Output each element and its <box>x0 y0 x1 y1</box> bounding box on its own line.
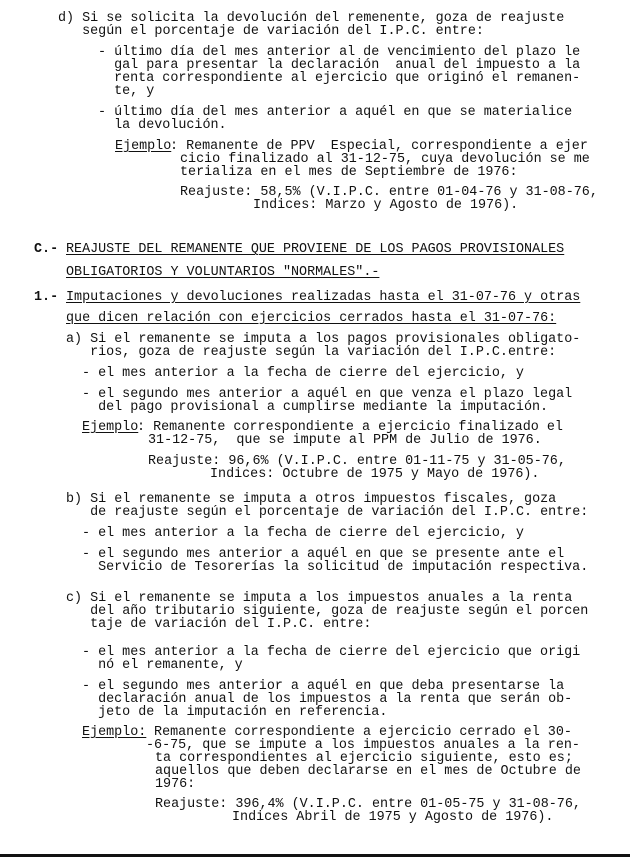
item-c-line-2: del año tributario siguiente, goza de reajuste según el porcen <box>66 604 589 619</box>
section-d-example-label: Ejemplo <box>115 139 172 154</box>
section-d-reajuste-line-2: Indices: Marzo y Agosto de 1976). <box>253 198 519 213</box>
item-a-example-line-2: 31-12-75, que se impute al PPM de Julio de 1976. <box>148 433 542 448</box>
item-b-bullet-1: - el mes anterior a la fecha de cierre del ejercicio, y <box>82 526 524 541</box>
item-c-line-3: taje de variación del I.P.C. entre: <box>66 617 372 632</box>
section-c-title-line-1: REAJUSTE DEL REMANENTE QUE PROVIENE DE LOS PAGOS PROVISIONALES <box>66 242 565 257</box>
item-b-bullet-2-line-1: - el segundo mes anterior a aquél en que se presente ante el <box>82 547 565 562</box>
item-c-bullet-2-line-3: jeto de la imputación en referencia. <box>82 705 388 720</box>
section-d-reajuste-line-1: Reajuste: 58,5% (V.I.P.C. entre 01-04-76 y 31-08-76, <box>180 185 598 200</box>
section-1-title-line-1: Imputaciones y devoluciones realizadas hasta el 31-07-76 y otras <box>66 290 581 305</box>
item-c-bullet-2-line-2: declaración anual de los impuestos a la renta que serán ob- <box>82 692 573 707</box>
item-c-reajuste-line-1: Reajuste: 396,4% (V.I.P.C. entre 01-05-75 y 31-08-76, <box>155 797 581 812</box>
section-d-item1-line-1: - último día del mes anterior al de vencimiento del plazo le <box>98 45 581 60</box>
item-c-example-label: Ejemplo: <box>82 725 147 740</box>
item-c-bullet-1-line-1: - el mes anterior a la fecha de cierre del ejercicio que origi <box>82 645 581 660</box>
section-d-item2-line-2: la devolución. <box>98 118 227 133</box>
item-c-line-1: c) Si el remanente se imputa a los impuestos anuales a la renta <box>66 591 573 606</box>
item-a-bullet-2-line-2: del pago provisional a cumplirse mediante la imputación. <box>82 400 549 415</box>
item-a-line-1: a) Si el remanente se imputa a los pagos provisionales obligato- <box>66 332 581 347</box>
item-c-example-line-1: Remanente correspondiente a ejercicio cerrado el 30- <box>146 725 572 740</box>
section-d-line-2: según el porcentaje de variación del I.P.C. entre: <box>58 24 484 39</box>
section-d-item2-line-1: - último día del mes anterior a aquél en que se materialice <box>98 105 573 120</box>
item-b-bullet-2-line-2: Servicio de Tesorerías la solicitud de imputación respectiva. <box>82 560 589 575</box>
item-b-line-2: de reajuste según el porcentaje de variación del I.P.C. entre: <box>66 505 589 520</box>
section-d-item1-line-2: gal para presentar la declaración anual del impuesto a la <box>98 58 581 73</box>
item-a-example-line-1: : Remanente correspondiente a ejercicio finalizado el <box>137 420 563 435</box>
item-c-example-line-4: aquellos que deben declararse en el mes de Octubre de <box>155 764 581 779</box>
section-d-item1-line-4: te, y <box>98 84 155 99</box>
item-c-bullet-2-line-1: - el segundo mes anterior a aquél en que deba presentarse la <box>82 679 565 694</box>
section-1-title-line-2: que dicen relación con ejercicios cerrados hasta el 31-07-76: <box>66 311 557 326</box>
item-a-bullet-1: - el mes anterior a la fecha de cierre del ejercicio, y <box>82 366 524 381</box>
section-d-line-1: d) Si se solicita la devolución del remenente, goza de reajuste <box>58 11 565 26</box>
item-c-example-line-3: ta correspondientes al ejercicio siguiente, esto es; <box>155 751 573 766</box>
item-c-bullet-1-line-2: nó el remanente, y <box>82 658 243 673</box>
item-a-reajuste-line-2: Indices: Octubre de 1975 y Mayo de 1976). <box>210 467 540 482</box>
section-d-example-line-3: terializa en el mes de Septiembre de 1976: <box>180 165 518 180</box>
item-b-line-1: b) Si el remanente se imputa a otros impuestos fiscales, goza <box>66 492 557 507</box>
item-a-bullet-2-line-1: - el segundo mes anterior a aquél en que venza el plazo legal <box>82 387 573 402</box>
item-a-line-2: rios, goza de reajuste según la variación del I.P.C.entre: <box>66 345 557 360</box>
section-c-title-line-2: OBLIGATORIOS Y VOLUNTARIOS "NORMALES".- <box>66 265 380 280</box>
section-1-prefix: 1.- <box>34 290 59 305</box>
item-a-reajuste-line-1: Reajuste: 96,6% (V.I.P.C. entre 01-11-75 y 31-05-76, <box>148 454 566 469</box>
section-d-example-line-2: cicio finalizado al 31-12-75, cuya devolución se me <box>180 152 590 167</box>
item-c-example-line-5: 1976: <box>155 777 196 792</box>
item-c-example-line-2: -6-75, que se impute a los impuestos anuales a la ren- <box>146 738 580 753</box>
section-d-example-line-1: : Remanente de PPV Especial, correspondiente a ejer <box>170 139 588 154</box>
item-c-reajuste-line-2: Indices Abril de 1975 y Agosto de 1976). <box>232 810 554 825</box>
item-a-example-label: Ejemplo <box>82 420 139 435</box>
section-d-item1-line-3: renta correspondiente al ejercicio que originó el remanen- <box>98 71 581 86</box>
section-c-prefix: C.- <box>34 242 59 257</box>
